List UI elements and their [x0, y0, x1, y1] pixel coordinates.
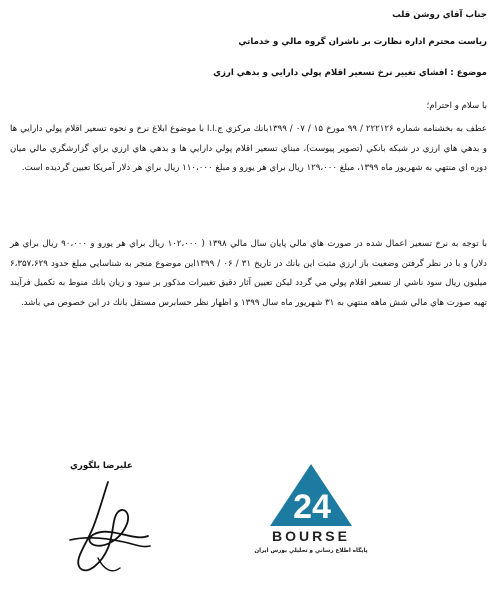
bourse-logo	[236, 462, 386, 578]
paragraph-2: با توجه به نرخ تسعير اعمال شده در صورت هاي مالي پايان سال مالي ۱۳۹۸ ( ۱۰۲،۰۰۰ ريال براي هر يورو و ۹۰،۰۰۰ ريال براي هر دلار) و با در نظر گرفتن وضعيت باز ارزي مثبت اين بانك در تاريخ ۳۱ / ۰۶ / ۱۳۹۹اين موضوع منجر به شناسايي مبلغ حدود ۶،۳۵۷،۶۲۹ ميليون ريال سود ناشي از تسعير اقلام پولي مي گردد ليكن تعيين آثار دقيق تغييرات مذكور بر سود و زيان بانك منوط به تكميل فرآيند تهيه صورت هاي مالي شش ماهه منتهي به ۳۱ شهريور ماه سال ۱۳۹۹ و اظهار نظر حسابرس مستقل بانك در اين خصوص مي باشد.	[10, 239, 488, 308]
logo-subtitle: پايگاه اطلاع رساني و تحليلي بورس ايران	[254, 548, 368, 554]
handwritten-signature	[62, 478, 154, 578]
subject-line: موضوع : افشاي تغيير نرخ تسعير اقلام پولي دارايي و بدهي ارزي	[213, 68, 487, 78]
logo-number: 24	[293, 488, 331, 526]
signer-name: عليرضا بلگوري	[70, 461, 133, 471]
recipient: جناب آقاي روشن قلب	[392, 10, 487, 20]
paragraph-1: عطف به بخشنامه شماره ۲۲۲۱۲۶ / ۹۹ مورخ ۱۵ / ۰۷ / ۱۳۹۹بانك مركزي ج.ا.ا با موضوع ابلاغ نرخ و نحوه تسعير اقلام پولي دارايي ها و بدهي هاي ارزي در شبكه بانكي (تصوير پيوست)، مبناي تسعير اقلام پولي دارايي ها و بدهي هاي ارزي براي گزارشگري مالي ميان دوره اي منتهي به شهريور ماه ۱۳۹۹، مبلغ ۱۲۹،۰۰۰ ريال براي هر يورو و مبلغ ۱۱۰،۰۰۰ ريال براي هر دلار آمريكا تعيين گرديده است.	[10, 124, 488, 174]
logo-wordmark: BOURSE	[272, 528, 350, 544]
bourse-emblem-icon	[268, 462, 354, 528]
greeting: با سلام و احترام؛	[426, 101, 487, 111]
recipient-title: رياست محترم اداره نظارت بر ناشران گروه مالي و خدماتي	[238, 37, 487, 47]
